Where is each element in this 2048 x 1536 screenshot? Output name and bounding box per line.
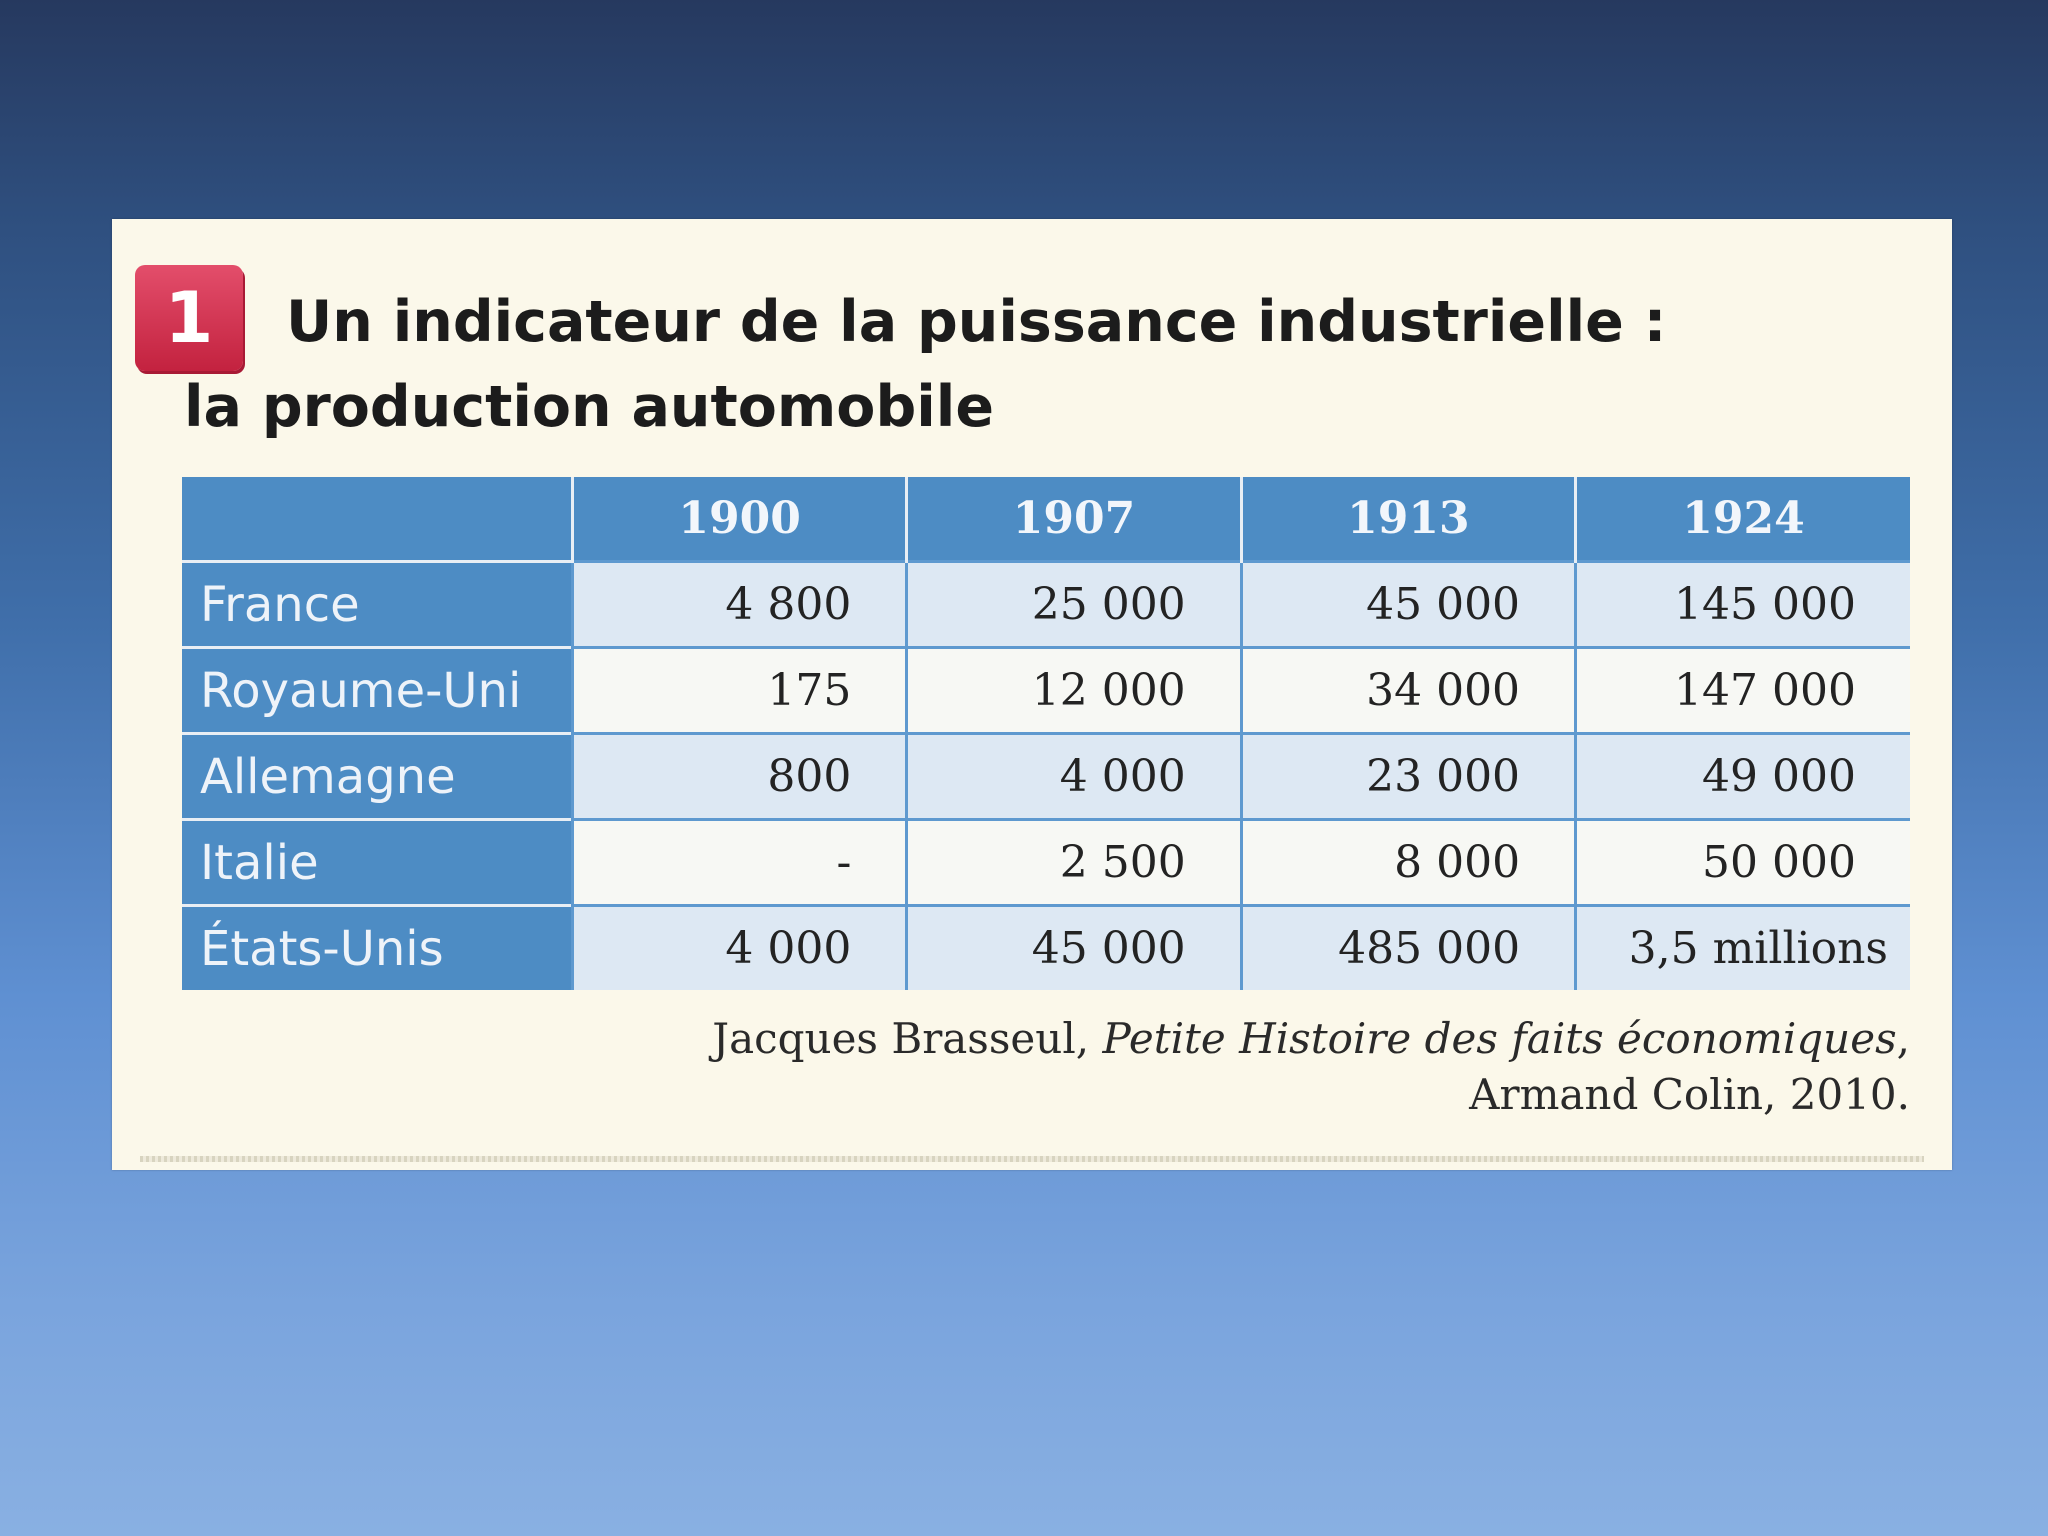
table-header-row bbox=[182, 477, 1910, 562]
table-cell: 3,5 millions bbox=[1576, 906, 1910, 991]
source-author: Jacques Brasseul, bbox=[712, 1014, 1103, 1063]
column-header: 1900 bbox=[572, 477, 906, 562]
row-header: France bbox=[182, 562, 572, 648]
source-citation bbox=[712, 1011, 1910, 1123]
table-cell: 175 bbox=[572, 648, 906, 734]
row-header: Italie bbox=[182, 820, 572, 906]
table-row bbox=[182, 820, 1910, 906]
table-corner-cell bbox=[182, 477, 572, 562]
table-cell: 147 000 bbox=[1576, 648, 1910, 734]
row-header: Royaume-Uni bbox=[182, 648, 572, 734]
table-cell: 800 bbox=[572, 734, 906, 820]
source-line-1 bbox=[712, 1011, 1910, 1067]
table-cell: 12 000 bbox=[907, 648, 1241, 734]
production-table bbox=[182, 477, 1910, 990]
column-header: 1924 bbox=[1576, 477, 1910, 562]
table-cell: 45 000 bbox=[1241, 562, 1575, 648]
table-cell: 145 000 bbox=[1576, 562, 1910, 648]
source-separator: , bbox=[1896, 1014, 1910, 1063]
document-number-badge: 1 bbox=[135, 265, 243, 371]
table-cell: 4 000 bbox=[907, 734, 1241, 820]
table-cell: 23 000 bbox=[1241, 734, 1575, 820]
table-row bbox=[182, 648, 1910, 734]
card-bottom-rule bbox=[140, 1156, 1924, 1162]
table-cell: 485 000 bbox=[1241, 906, 1575, 991]
document-subtitle: la production automobile bbox=[184, 374, 994, 440]
source-publisher: Armand Colin, 2010. bbox=[1469, 1070, 1910, 1119]
table-cell: 34 000 bbox=[1241, 648, 1575, 734]
table-cell: 49 000 bbox=[1576, 734, 1910, 820]
column-header: 1913 bbox=[1241, 477, 1575, 562]
document-title: Un indicateur de la puissance industrielle : bbox=[286, 289, 1667, 355]
table-row bbox=[182, 906, 1910, 991]
row-header: États-Unis bbox=[182, 906, 572, 991]
table-cell: 4 800 bbox=[572, 562, 906, 648]
row-header: Allemagne bbox=[182, 734, 572, 820]
table-cell: 25 000 bbox=[907, 562, 1241, 648]
table-cell: 2 500 bbox=[907, 820, 1241, 906]
source-work-title: Petite Histoire des faits économiques bbox=[1102, 1014, 1897, 1063]
table-cell: - bbox=[572, 820, 906, 906]
table-cell: 4 000 bbox=[572, 906, 906, 991]
table-cell: 45 000 bbox=[907, 906, 1241, 991]
column-header: 1907 bbox=[907, 477, 1241, 562]
table-row bbox=[182, 562, 1910, 648]
table-cell: 8 000 bbox=[1241, 820, 1575, 906]
table-cell: 50 000 bbox=[1576, 820, 1910, 906]
document-card bbox=[112, 219, 1952, 1170]
table-row bbox=[182, 734, 1910, 820]
